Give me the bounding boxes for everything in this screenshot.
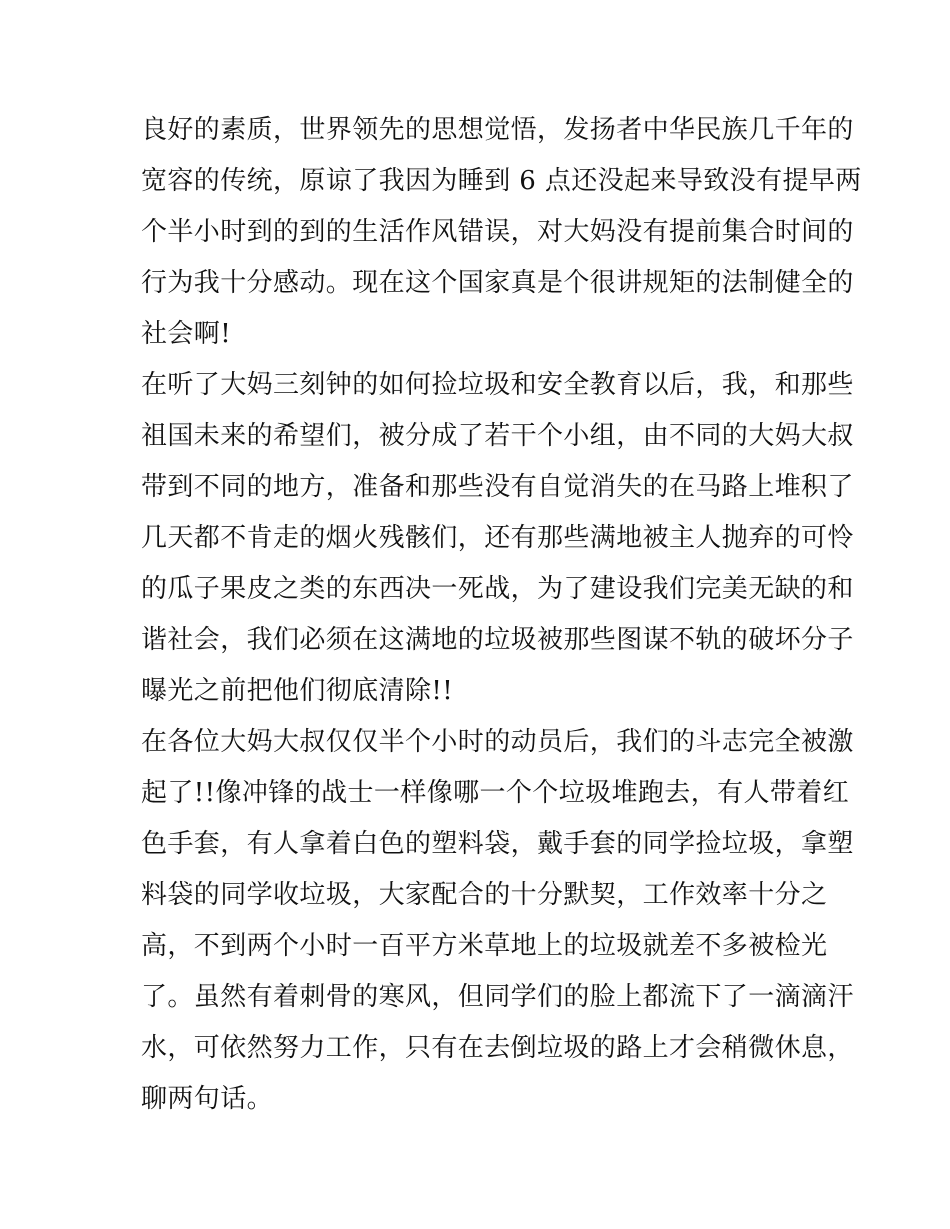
text-line: 祖国未来的希望们，被分成了若干个小组，由不同的大妈大叔 (141, 421, 854, 451)
text-line: 高，不到两个小时一百平方米草地上的垃圾就差不多被检光 (141, 931, 828, 961)
paragraph-1 (141, 105, 862, 360)
text-line: 在听了大妈三刻钟的如何捡垃圾和安全教育以后，我，和那些 (141, 370, 854, 400)
text-line: 色手套，有人拿着白色的塑料袋，戴手套的同学捡垃圾，拿塑 (141, 829, 854, 859)
text-line: 良好的素质，世界领先的思想觉悟，发扬者中华民族几千年的 (141, 115, 854, 145)
paragraph-2 (141, 360, 854, 717)
text-line: 的瓜子果皮之类的东西决一死战，为了建设我们完美无缺的和 (141, 574, 854, 604)
text-line: 宽容的传统，原谅了我因为睡到 6 点还没起来导致没有提早两 (141, 166, 862, 196)
text-line: 谐社会，我们必须在这满地的垃圾被那些图谋不轨的破坏分子 (141, 625, 854, 655)
text-line: 起了!!像冲锋的战士一样像哪一个个垃圾堆跑去，有人带着红 (141, 778, 850, 808)
text-line: 个半小时到的到的生活作风错误，对大妈没有提前集合时间的 (141, 217, 854, 247)
text-line: 料袋的同学收垃圾，大家配合的十分默契，工作效率十分之 (141, 880, 828, 910)
body-text (141, 105, 862, 1125)
text-line: 几天都不肯走的烟火残骸们，还有那些满地被主人抛弃的可怜 (141, 523, 854, 553)
text-line: 水，可依然努力工作，只有在去倒垃圾的路上才会稍微休息， (141, 1033, 854, 1063)
text-line: 带到不同的地方，准备和那些没有自觉消失的在马路上堆积了 (141, 472, 854, 502)
text-line: 在各位大妈大叔仅仅半个小时的动员后，我们的斗志完全被激 (141, 727, 854, 757)
paragraph-3 (141, 717, 854, 1125)
text-line: 曝光之前把他们彻底清除!! (141, 676, 454, 706)
text-line: 了。虽然有着刺骨的寒风，但同学们的脸上都流下了一滴滴汗 (141, 982, 854, 1012)
text-line: 聊两句话。 (141, 1084, 274, 1114)
text-line: 行为我十分感动。现在这个国家真是个很讲规矩的法制健全的 (141, 268, 854, 298)
text-line: 社会啊! (141, 319, 232, 349)
